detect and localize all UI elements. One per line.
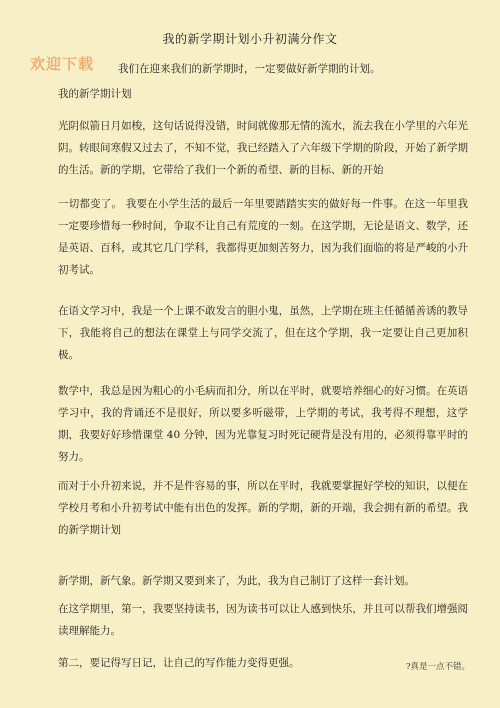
document-title: 我的新学期计划小升初满分作文 <box>162 32 338 46</box>
paragraph-5: 而对于小升初来说，并不是件容易的事，所以在平时，我就要掌握好学校的知识，以便在学校月考和小升初考试中能有出色的发挥。新的学期，新的开端，我会拥有新的希望。我的新学期计划 <box>58 480 468 536</box>
paragraph-7: 在这学期里，第一，我要坚持读书，因为读书可以让人感到快乐，并且可以帮我们增强阅读理解能力。 <box>58 603 468 637</box>
section-heading: 我的新学期计划 <box>58 88 132 100</box>
paragraph-4: 数学中，我总是因为粗心的小毛病而扣分，所以在平时，就要培养细心的好习惯。在英语学习中，我的背诵还不是很好，所以要多听磁带，上学期的考试，我考得不理想，这学期，我要好好珍惜课堂 40 分钟，因为光靠复习时死记硬背是没有用的，必须得靠平时的努力。 <box>58 385 468 463</box>
paragraph-1: 光阴似箭日月如梭，这句话说得没错，时间就像那无情的流水，流去我在小学里的六年光阴。转眼间寒假又过去了，不知不觉，我已经踏入了六年级下学期的阶段，开始了新学期的生活。新的学期，它带给了我们一个新的希望、新的目标、新的开始 <box>58 120 468 176</box>
paragraph-2: 一切都变了。 我要在小学生活的最后一年里要踏踏实实的做好每一件事。在这一年里我一定要珍惜每一秒时间，争取不让自己有荒度的一刻。在这学期，无论是语文、数学，还是英语、百科，或其它几门学科，我都得更加刻苦努力，因为我们面临的将是严峻的小升初考试。 <box>58 198 468 276</box>
intro-line: 我们在迎来我们的新学期时，一定要做好新学期的计划。 <box>118 63 381 75</box>
paragraph-3: 在语文学习中，我是一个上课不敢发言的胆小鬼，虽然，上学期在班主任循循善诱的教导下，我能将自己的想法在课堂上与同学交流了，但在这个学期，我一定要让自己更加积极。 <box>58 305 468 361</box>
footer-note: ?真是一点不错。 <box>405 662 470 672</box>
paragraph-6: 新学期，新气象。新学期又要到来了，为此，我为自己制订了这样一套计划。 <box>58 575 415 587</box>
paragraph-8: 第二，要记得写日记，让自己的写作能力变得更强。 <box>58 657 300 669</box>
download-stamp: 欢迎下载 <box>30 55 95 73</box>
